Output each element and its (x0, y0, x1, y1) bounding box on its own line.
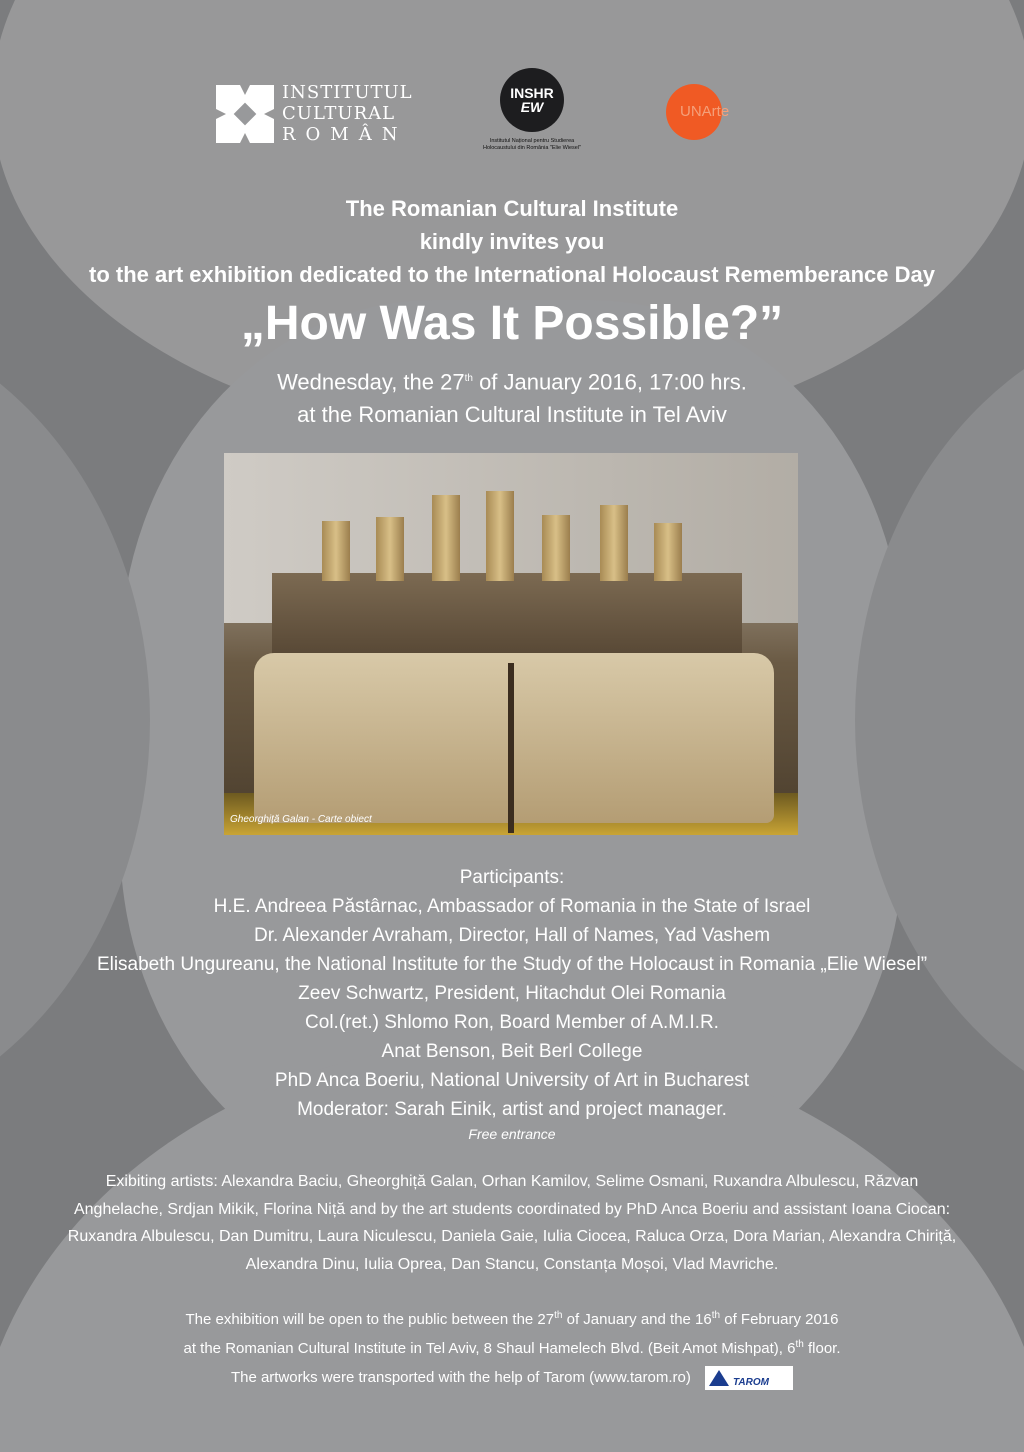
transport-text: The artworks were transported with the help of Tarom (www.tarom.ro) (230, 1369, 691, 1386)
open-l2b: floor. (803, 1340, 841, 1357)
photo-book-pages (254, 653, 774, 823)
participant-item: Elisabeth Ungureanu, the National Institute for the Study of the Holocaust in Romania „Elie Wiesel” (96, 954, 928, 975)
unarte-wordmark: UNArte (680, 103, 730, 120)
inshr-sub-line2: Holocaustului din România "Elie Wiesel" (482, 145, 582, 151)
logo-row (0, 66, 1024, 166)
photo-tube (376, 517, 404, 581)
exhibition-dates (0, 1303, 1024, 1361)
date-part2: of January 2016, 17:00 hrs. (472, 369, 747, 395)
participants-heading: Participants: (459, 867, 565, 888)
photo-tube (486, 491, 514, 581)
icr-wordmark (282, 82, 413, 145)
date-location (0, 362, 1024, 431)
header-line3: to the art exhibition dedicated to the International Holocaust Rememberance Day (89, 262, 935, 287)
participant-item: Zeev Schwartz, President, Hitachdut Olei Romania (298, 983, 726, 1004)
participant-item: Anat Benson, Beit Berl College (381, 1041, 643, 1062)
open-l1b: of January and the 16 (562, 1311, 712, 1328)
open-l1a: The exhibition will be open to the public between the 27 (185, 1311, 555, 1328)
icr-line2: CULTURAL (282, 103, 396, 124)
icr-logo (216, 82, 413, 145)
open-sup: th (554, 1310, 563, 1321)
icr-line3: ROMÂN (282, 124, 408, 145)
exhibiting-artists: Exibiting artists: Alexandra Baciu, Gheorghiță Galan, Orhan Kamilov, Selime Osmani, Ruxandra Albulescu, Răzvan Anghelache, Srdjan Mikik, Florina Niță and by the art students coordinated by PhD Anca Boeriu and assistant Ioana Ciocan: Ruxandra Albulescu, Dan Dumitru, Laura Niculescu, Daniela Gaie, Iulia Ciocea, Raluca Orza, Dora Marian, Alexandra Chiriță, Alexandra Dinu, Iulia Oprea, Dan Stancu, Constanța Moșoi, Vlad Mavriche. (67, 1173, 957, 1273)
photo-tube (432, 495, 460, 581)
tarom-wordmark: TAROM (733, 1377, 769, 1389)
photo-book-spine (508, 663, 514, 833)
date-sup: th (464, 373, 473, 384)
header-line2: kindly invites you (419, 229, 605, 254)
open-sup: th (795, 1339, 804, 1350)
invitation-header (0, 192, 1024, 291)
photo-tube (322, 521, 350, 581)
photo-tube (654, 523, 682, 581)
exhibition-title: „How Was It Possible?” (240, 297, 784, 350)
photo-caption: Gheorghiță Galan - Carte obiect (230, 814, 372, 825)
photo-tube (542, 515, 570, 581)
tarom-logo (705, 1366, 793, 1390)
artwork-photo (224, 453, 798, 835)
photo-tube (600, 505, 628, 581)
unarte-logo (666, 84, 730, 140)
open-l2a: at the Romanian Cultural Institute in Tel Aviv, 8 Shaul Hamelech Blvd. (Beit Amot Mishpat), 6 (183, 1340, 796, 1357)
participant-item: Dr. Alexander Avraham, Director, Hall of Names, Yad Vashem (253, 925, 771, 946)
participant-item: PhD Anca Boeriu, National University of Art in Bucharest (274, 1070, 750, 1091)
icr-mark-icon (216, 85, 274, 143)
date-line (0, 362, 1024, 398)
open-l1c: of February 2016 (720, 1311, 839, 1328)
inshr-logo (474, 66, 590, 152)
header-line1: The Romanian Cultural Institute (345, 196, 679, 221)
inshr-line2: EW (520, 98, 544, 115)
inshr-sub-line1: Institutul Național pentru Studierea (489, 138, 575, 144)
open-line2 (0, 1332, 1024, 1361)
inshr-line1: INSHR (510, 84, 554, 101)
participants-section (0, 863, 1024, 1144)
date-part1: Wednesday, the 27 (277, 369, 465, 395)
participant-item: H.E. Andreea Păstârnac, Ambassador of Romania in the State of Israel (213, 896, 811, 917)
icr-line1: INSTITUTUL (282, 82, 413, 103)
participant-item: Moderator: Sarah Einik, artist and project manager. (297, 1099, 727, 1120)
free-entrance: Free entrance (468, 1126, 556, 1142)
open-line1 (0, 1303, 1024, 1332)
transport-note (0, 1366, 1024, 1390)
location-line: at the Romanian Cultural Institute in Tel Aviv (297, 402, 727, 428)
tarom-wing-icon (709, 1370, 729, 1386)
open-sup: th (711, 1310, 721, 1321)
participant-item: Col.(ret.) Shlomo Ron, Board Member of A.M.I.R. (305, 1012, 719, 1033)
inshr-subtitle (474, 138, 590, 152)
inshr-circle (500, 68, 564, 132)
